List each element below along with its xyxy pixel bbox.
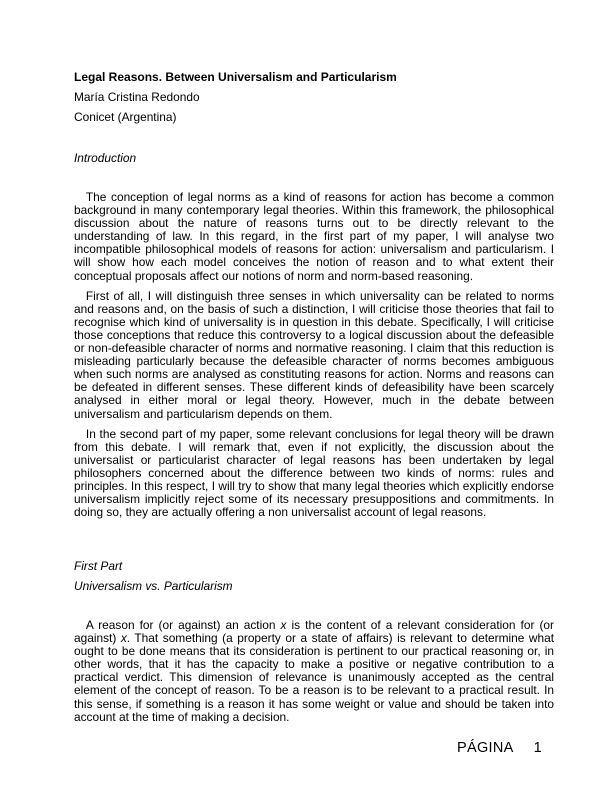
section-heading-introduction: Introduction — [74, 151, 137, 165]
paragraph — [74, 619, 554, 724]
page-footer — [457, 740, 542, 756]
subsection-heading: Universalism vs. Particularism — [74, 579, 233, 593]
page-number: 1 — [533, 740, 542, 756]
paragraph-text: First of all, I will distinguish three senses in which universality can be related to norms and reasons and, on the basis of such a distinction, I will criticise those theories that fail to recognise which kind of universality is in question in this debate. Specifically, I will criticise those conceptions that reduce this controversy to a logical discussion about the defeasible or non-defeasible character of norms and normative reasoning. I claim that this reduction is misleading particularly because the defeasible character of norms becomes ambiguous when such norms are analysed as constituting reasons for action. Norms and reasons can be defeated in different senses. These different kinds of defeasibility have been scarcely analysed in either moral or legal theory. However, much in the debate between universalism and particularism depends on them. — [74, 288, 554, 421]
paragraph-text: The conception of legal norms as a kind of reasons for action has become a common background in many contemporary legal theories. Within this framework, the philosophical discussion about the nature of reasons turns out to be directly relevant to the understanding of law. In this regard, in the first part of my paper, I will analyse two incompatible philosophical models of reasons for action: universalism and particularism. I will show how each model conceives the notion of reason and to what extent their conceptual proposals affect our notions of norm and norm-based reasoning. — [74, 190, 554, 283]
variable-x: x — [120, 631, 127, 646]
paragraph — [74, 428, 554, 520]
paragraph-text-b: is the content of a relevant consideration for (or against) — [74, 618, 554, 646]
page-label: PÁGINA — [457, 740, 514, 756]
paragraph — [74, 191, 554, 283]
variable-x: x — [280, 618, 287, 632]
paper-title: Legal Reasons. Between Universalism and Particularism — [74, 70, 397, 84]
author-name: María Cristina Redondo — [74, 90, 200, 104]
paragraph-text-a: A reason for (or against) an action — [85, 618, 281, 632]
first-part-body — [74, 619, 554, 724]
paragraph-text-c: . That something (a property or a state of affairs) is relevant to determine what ought to be done means that its consideration is pertinent to our practical reasoning or, in other words, that it has the capacity to make a positive or negative contribution to a practical verdict. This dimension of relevance is unanimously accepted as the central element of the concept of reason. To be a reason is to be relevant to a practical result. In this sense, if something is a reason it has some weight or value and should be taken into account at the time of making a decision. — [74, 631, 554, 724]
introduction-body — [74, 191, 554, 526]
author-affiliation: Conicet (Argentina) — [74, 110, 177, 124]
section-heading-first-part: First Part — [74, 559, 123, 573]
paragraph — [74, 290, 554, 421]
paragraph-text: In the second part of my paper, some relevant conclusions for legal theory will be drawn from this debate. I will remark that, even if not explicitly, the discussion about the universalist or particularist character of legal reasons has been undertaken by legal philosophers concerned about the difference between two kinds of norms: rules and principles. In this respect, I will try to show that many legal theories which explicitly endorse universalism implicitly reject some of its necessary presuppositions and commitments. In doing so, they are actually offering a non universalist account of legal reasons. — [74, 426, 554, 520]
